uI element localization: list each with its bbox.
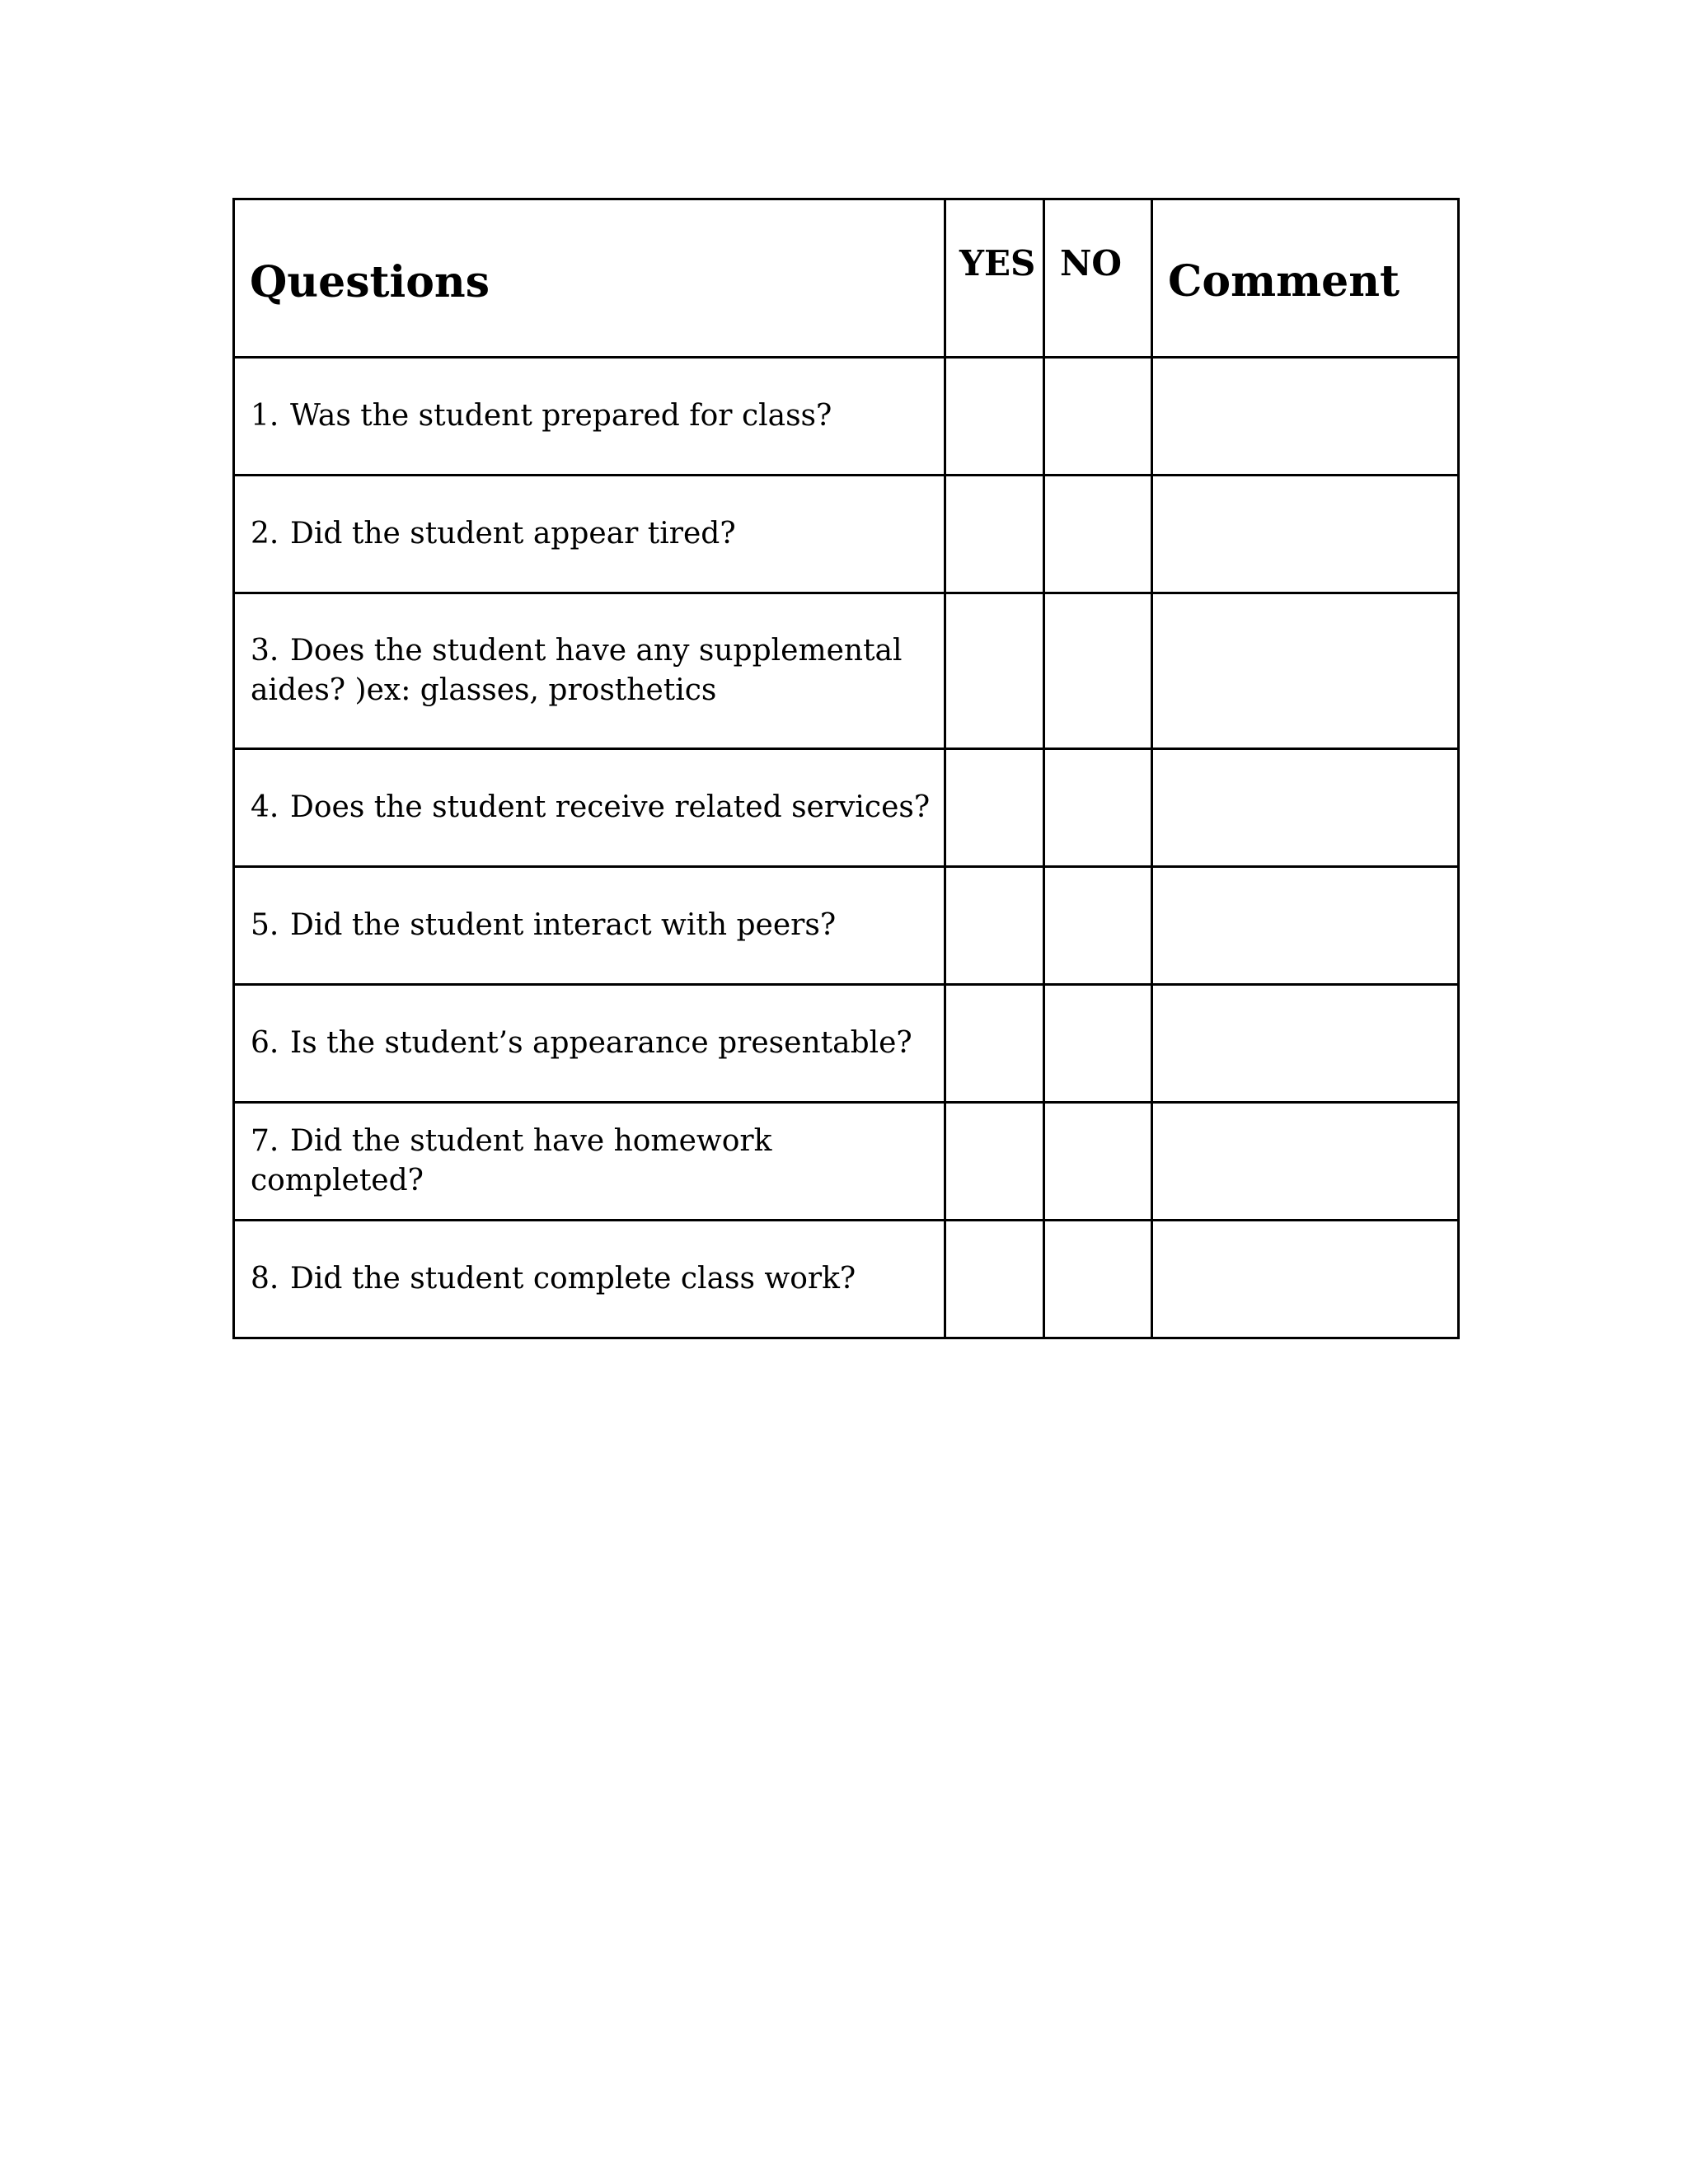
question-number: 1. [251, 399, 279, 433]
question-text: Did the student interact with peers? [290, 908, 837, 942]
comment-cell[interactable] [1152, 867, 1459, 985]
questionnaire-table [232, 198, 1460, 1339]
yes-answer-cell[interactable] [945, 593, 1044, 749]
yes-answer-cell[interactable] [945, 476, 1044, 593]
question-number: 7. [251, 1124, 279, 1158]
question-text: Did the student have homework completed? [251, 1124, 772, 1197]
comment-cell[interactable] [1152, 1221, 1459, 1338]
question-cell [234, 1221, 945, 1338]
question-cell [234, 358, 945, 476]
question-cell [234, 476, 945, 593]
yes-header: YES [945, 199, 1044, 358]
no-answer-cell[interactable] [1044, 1221, 1152, 1338]
yes-answer-cell[interactable] [945, 358, 1044, 476]
question-cell [234, 985, 945, 1103]
comment-cell[interactable] [1152, 358, 1459, 476]
question-row-2 [234, 476, 1459, 593]
question-row-6 [234, 985, 1459, 1103]
no-answer-cell[interactable] [1044, 985, 1152, 1103]
question-number: 3. [251, 634, 279, 668]
question-text: Does the student have any supplemental aides? )ex: glasses, prosthetics [251, 634, 903, 707]
yes-answer-cell[interactable] [945, 985, 1044, 1103]
question-text: Did the student complete class work? [290, 1262, 856, 1296]
questions-header: Questions [234, 199, 945, 358]
no-answer-cell[interactable] [1044, 476, 1152, 593]
yes-answer-cell[interactable] [945, 1103, 1044, 1221]
question-cell [234, 1103, 945, 1221]
question-number: 4. [251, 790, 279, 824]
no-answer-cell[interactable] [1044, 593, 1152, 749]
no-answer-cell[interactable] [1044, 1103, 1152, 1221]
no-answer-cell[interactable] [1044, 358, 1152, 476]
question-number: 5. [251, 908, 279, 942]
comment-cell[interactable] [1152, 476, 1459, 593]
no-header: NO [1044, 199, 1152, 358]
yes-answer-cell[interactable] [945, 749, 1044, 867]
question-text: Did the student appear tired? [290, 517, 736, 551]
yes-answer-cell[interactable] [945, 867, 1044, 985]
question-number: 8. [251, 1262, 279, 1296]
comment-cell[interactable] [1152, 1103, 1459, 1221]
question-text: Was the student prepared for class? [290, 399, 832, 433]
question-row-7 [234, 1103, 1459, 1221]
comment-header: Comment [1152, 199, 1459, 358]
question-number: 2. [251, 517, 279, 551]
no-answer-cell[interactable] [1044, 749, 1152, 867]
question-row-5 [234, 867, 1459, 985]
comment-cell[interactable] [1152, 985, 1459, 1103]
question-text: Is the student’s appearance presentable? [290, 1026, 912, 1060]
question-row-1 [234, 358, 1459, 476]
question-row-8 [234, 1221, 1459, 1338]
comment-cell[interactable] [1152, 593, 1459, 749]
question-number: 6. [251, 1026, 279, 1060]
question-cell [234, 593, 945, 749]
question-text: Does the student receive related services? [290, 790, 931, 824]
question-row-4 [234, 749, 1459, 867]
question-cell [234, 867, 945, 985]
yes-answer-cell[interactable] [945, 1221, 1044, 1338]
header-row [234, 199, 1459, 358]
question-row-3 [234, 593, 1459, 749]
comment-cell[interactable] [1152, 749, 1459, 867]
no-answer-cell[interactable] [1044, 867, 1152, 985]
question-cell [234, 749, 945, 867]
